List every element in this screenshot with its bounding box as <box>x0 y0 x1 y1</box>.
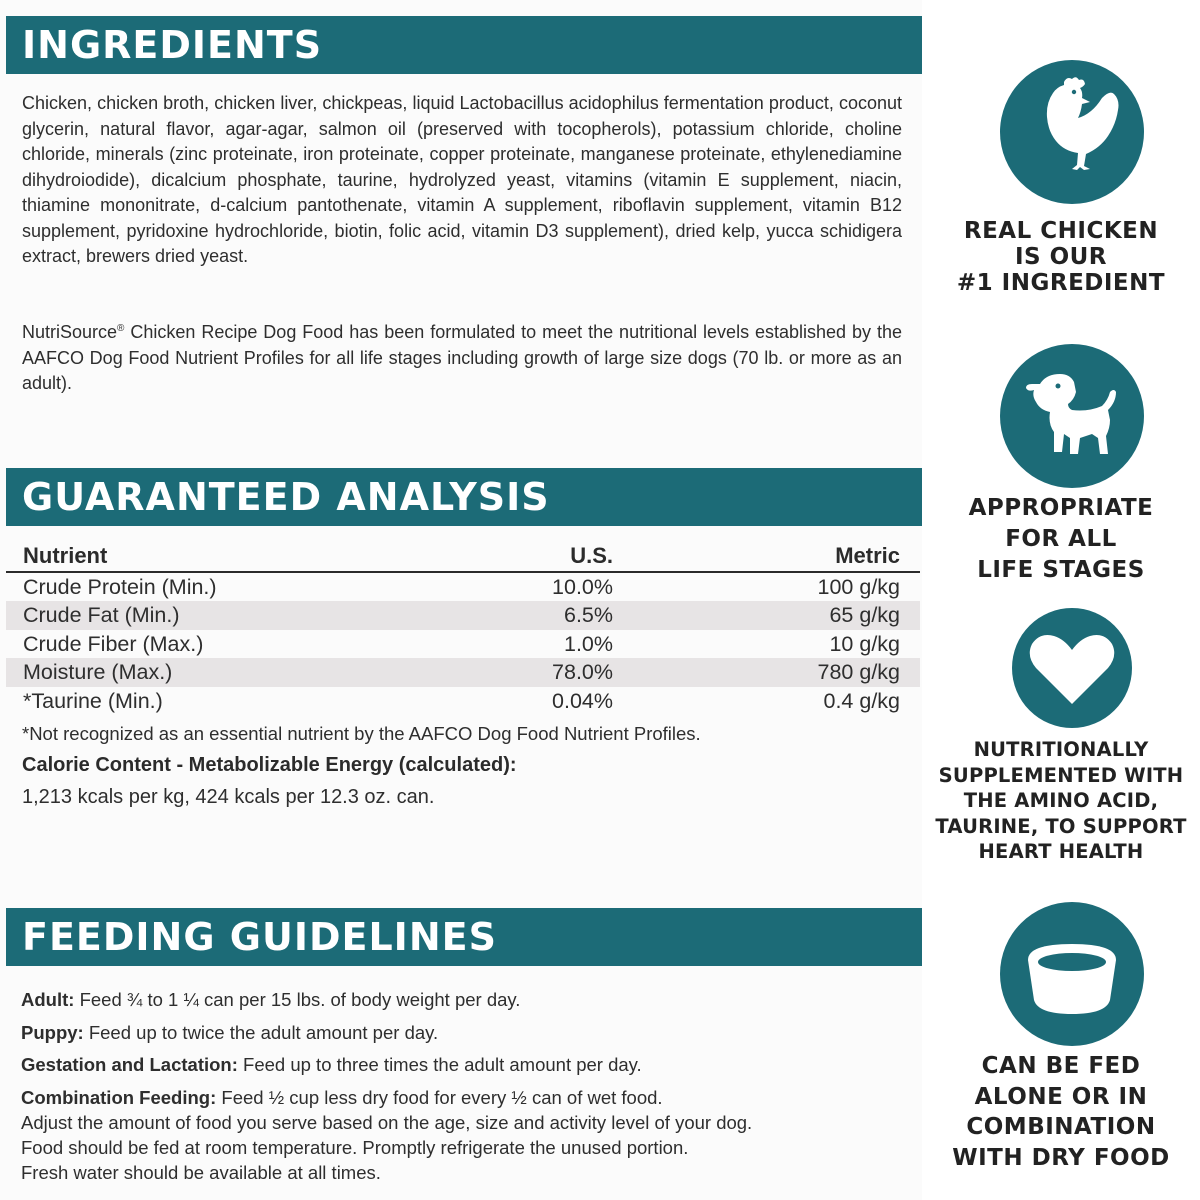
row-metric-value: 100 g/kg <box>817 575 900 599</box>
feeding-text: Feed ¾ to 1 ¼ can per 15 lbs. of body weight per day. <box>74 989 521 1010</box>
caption-line: FOR ALL <box>1005 526 1117 552</box>
caption-line: TAURINE, TO SUPPORT <box>935 814 1187 838</box>
header-metric: Metric <box>835 543 900 568</box>
row-metric-value: 780 g/kg <box>817 660 900 685</box>
feeding-item-adult <box>21 987 911 1020</box>
feature-caption-life-stages <box>922 493 1200 586</box>
feeding-label: Combination Feeding: <box>21 1086 217 1108</box>
row-metric-value: 0.4 g/kg <box>823 688 900 713</box>
row-nutrient: Crude Fat (Min.) <box>23 603 180 628</box>
table-header <box>6 540 920 573</box>
row-metric-value: 65 g/kg <box>829 603 900 628</box>
caption-line: COMBINATION <box>966 1114 1156 1140</box>
feeding-note: Adjust the amount of food you serve based on the age, size and activity level of your dog. <box>21 1111 753 1133</box>
table-row <box>6 630 920 658</box>
header-us: U.S. <box>570 543 613 568</box>
feeding-item-combination <box>21 1085 911 1110</box>
feature-caption-taurine <box>922 737 1200 865</box>
guaranteed-analysis-heading: GUARANTEED ANALYSIS <box>6 468 922 526</box>
feeding-label: Puppy: <box>21 1021 84 1043</box>
feeding-guidelines-heading: FEEDING GUIDELINES <box>6 908 922 966</box>
nutritional-statement <box>22 320 902 397</box>
row-us-value: 0.04% <box>552 688 613 713</box>
feeding-note: Fresh water should be available at all times. <box>21 1161 381 1183</box>
feeding-note: Food should be fed at room temperature. Promptly refrigerate the unused portion. <box>21 1136 689 1158</box>
caption-line: CAN BE FED <box>981 1053 1141 1079</box>
calorie-value: 1,213 kcals per kg, 424 kcals per 12.3 oz. can. <box>22 786 435 808</box>
feeding-item-gestation <box>21 1052 911 1085</box>
ingredients-list: Chicken, chicken broth, chicken liver, chickpeas, liquid Lactobacillus acidophilus fermentation product, coconut glycerin, natural flavor, agar-agar, salmon oil (preserved with tocopherols), potassium chloride, choline chloride, minerals (zinc proteinate, iron proteinate, copper proteinate, manganese proteinate, ethylenediamine dihydroiodide), dicalcium phosphate, taurine, hydrolyzed yeast, vitamins (vitamin E supplement, niacin, thiamine mononitrate, d-calcium pantothenate, vitamin A supplement, riboflavin supplement, vitamin B12 supplement, pyridoxine hydrochloride, biotin, folic acid, vitamin D3 supplement), dried kelp, yucca schidigera extract, brewers dried yeast. <box>22 93 902 266</box>
feature-caption-chicken <box>922 218 1200 296</box>
row-nutrient: Crude Fiber (Max.) <box>23 631 204 656</box>
caption-line: REAL CHICKEN <box>963 218 1159 244</box>
caption-line: IS OUR <box>1014 244 1108 270</box>
caption-line: ALONE OR IN <box>974 1083 1148 1110</box>
ingredients-heading: INGREDIENTS <box>6 16 922 74</box>
header-nutrient: Nutrient <box>23 543 108 568</box>
row-nutrient: Moisture (Max.) <box>23 660 173 685</box>
caption-line: THE AMINO ACID, <box>963 789 1159 812</box>
caption-line: HEART HEALTH <box>978 840 1144 863</box>
taurine-footnote: *Not recognized as an essential nutrient by the AAFCO Dog Food Nutrient Profiles. <box>22 723 701 744</box>
row-us-value: 10.0% <box>552 575 613 599</box>
caption-line: LIFE STAGES <box>977 557 1145 583</box>
feeding-item-puppy <box>21 1020 911 1053</box>
row-us-value: 6.5% <box>563 603 613 628</box>
analysis-table <box>6 540 920 715</box>
table-row <box>6 658 920 686</box>
caption-line: NUTRITIONALLY <box>973 738 1149 761</box>
table-row <box>6 573 920 601</box>
puppy-icon <box>1000 344 1144 488</box>
table-row <box>6 601 920 629</box>
feeding-label: Gestation and Lactation: <box>21 1054 238 1075</box>
chicken-icon <box>1000 60 1144 204</box>
caption-line: #1 INGREDIENT <box>956 270 1166 296</box>
row-nutrient: Crude Protein (Min.) <box>23 575 217 599</box>
caption-line: WITH DRY FOOD <box>952 1144 1170 1171</box>
registered-mark: ® <box>117 323 125 334</box>
feeding-text: Feed ½ cup less dry food for every ½ can of wet food. <box>216 1086 663 1108</box>
feeding-label: Adult: <box>21 989 75 1010</box>
feature-caption-feeding <box>922 1051 1200 1173</box>
table-row <box>6 687 920 715</box>
calorie-heading: Calorie Content - Metabolizable Energy (calculated): <box>22 754 517 776</box>
row-nutrient: *Taurine (Min.) <box>23 688 163 713</box>
caption-line: APPROPRIATE <box>968 495 1154 521</box>
statement-text: Chicken Recipe Dog Food has been formulated to meet the nutritional levels established by the AAFCO Dog Food Nutrient Profiles for all life stages including growth of large size dogs (70 lb. or more as an adult). <box>22 322 902 393</box>
row-us-value: 78.0% <box>552 660 613 685</box>
heart-icon <box>1012 608 1132 728</box>
bowl-icon <box>1000 902 1144 1046</box>
caption-line: SUPPLEMENTED WITH <box>938 763 1184 787</box>
row-metric-value: 10 g/kg <box>829 631 900 656</box>
features-column <box>922 0 1200 1200</box>
row-us-value: 1.0% <box>563 631 613 656</box>
feeding-guidelines <box>21 987 911 1185</box>
feeding-text: Feed up to three times the adult amount per day. <box>237 1054 642 1075</box>
feeding-text: Feed up to twice the adult amount per day. <box>83 1021 439 1043</box>
brand-name: NutriSource <box>22 322 118 342</box>
